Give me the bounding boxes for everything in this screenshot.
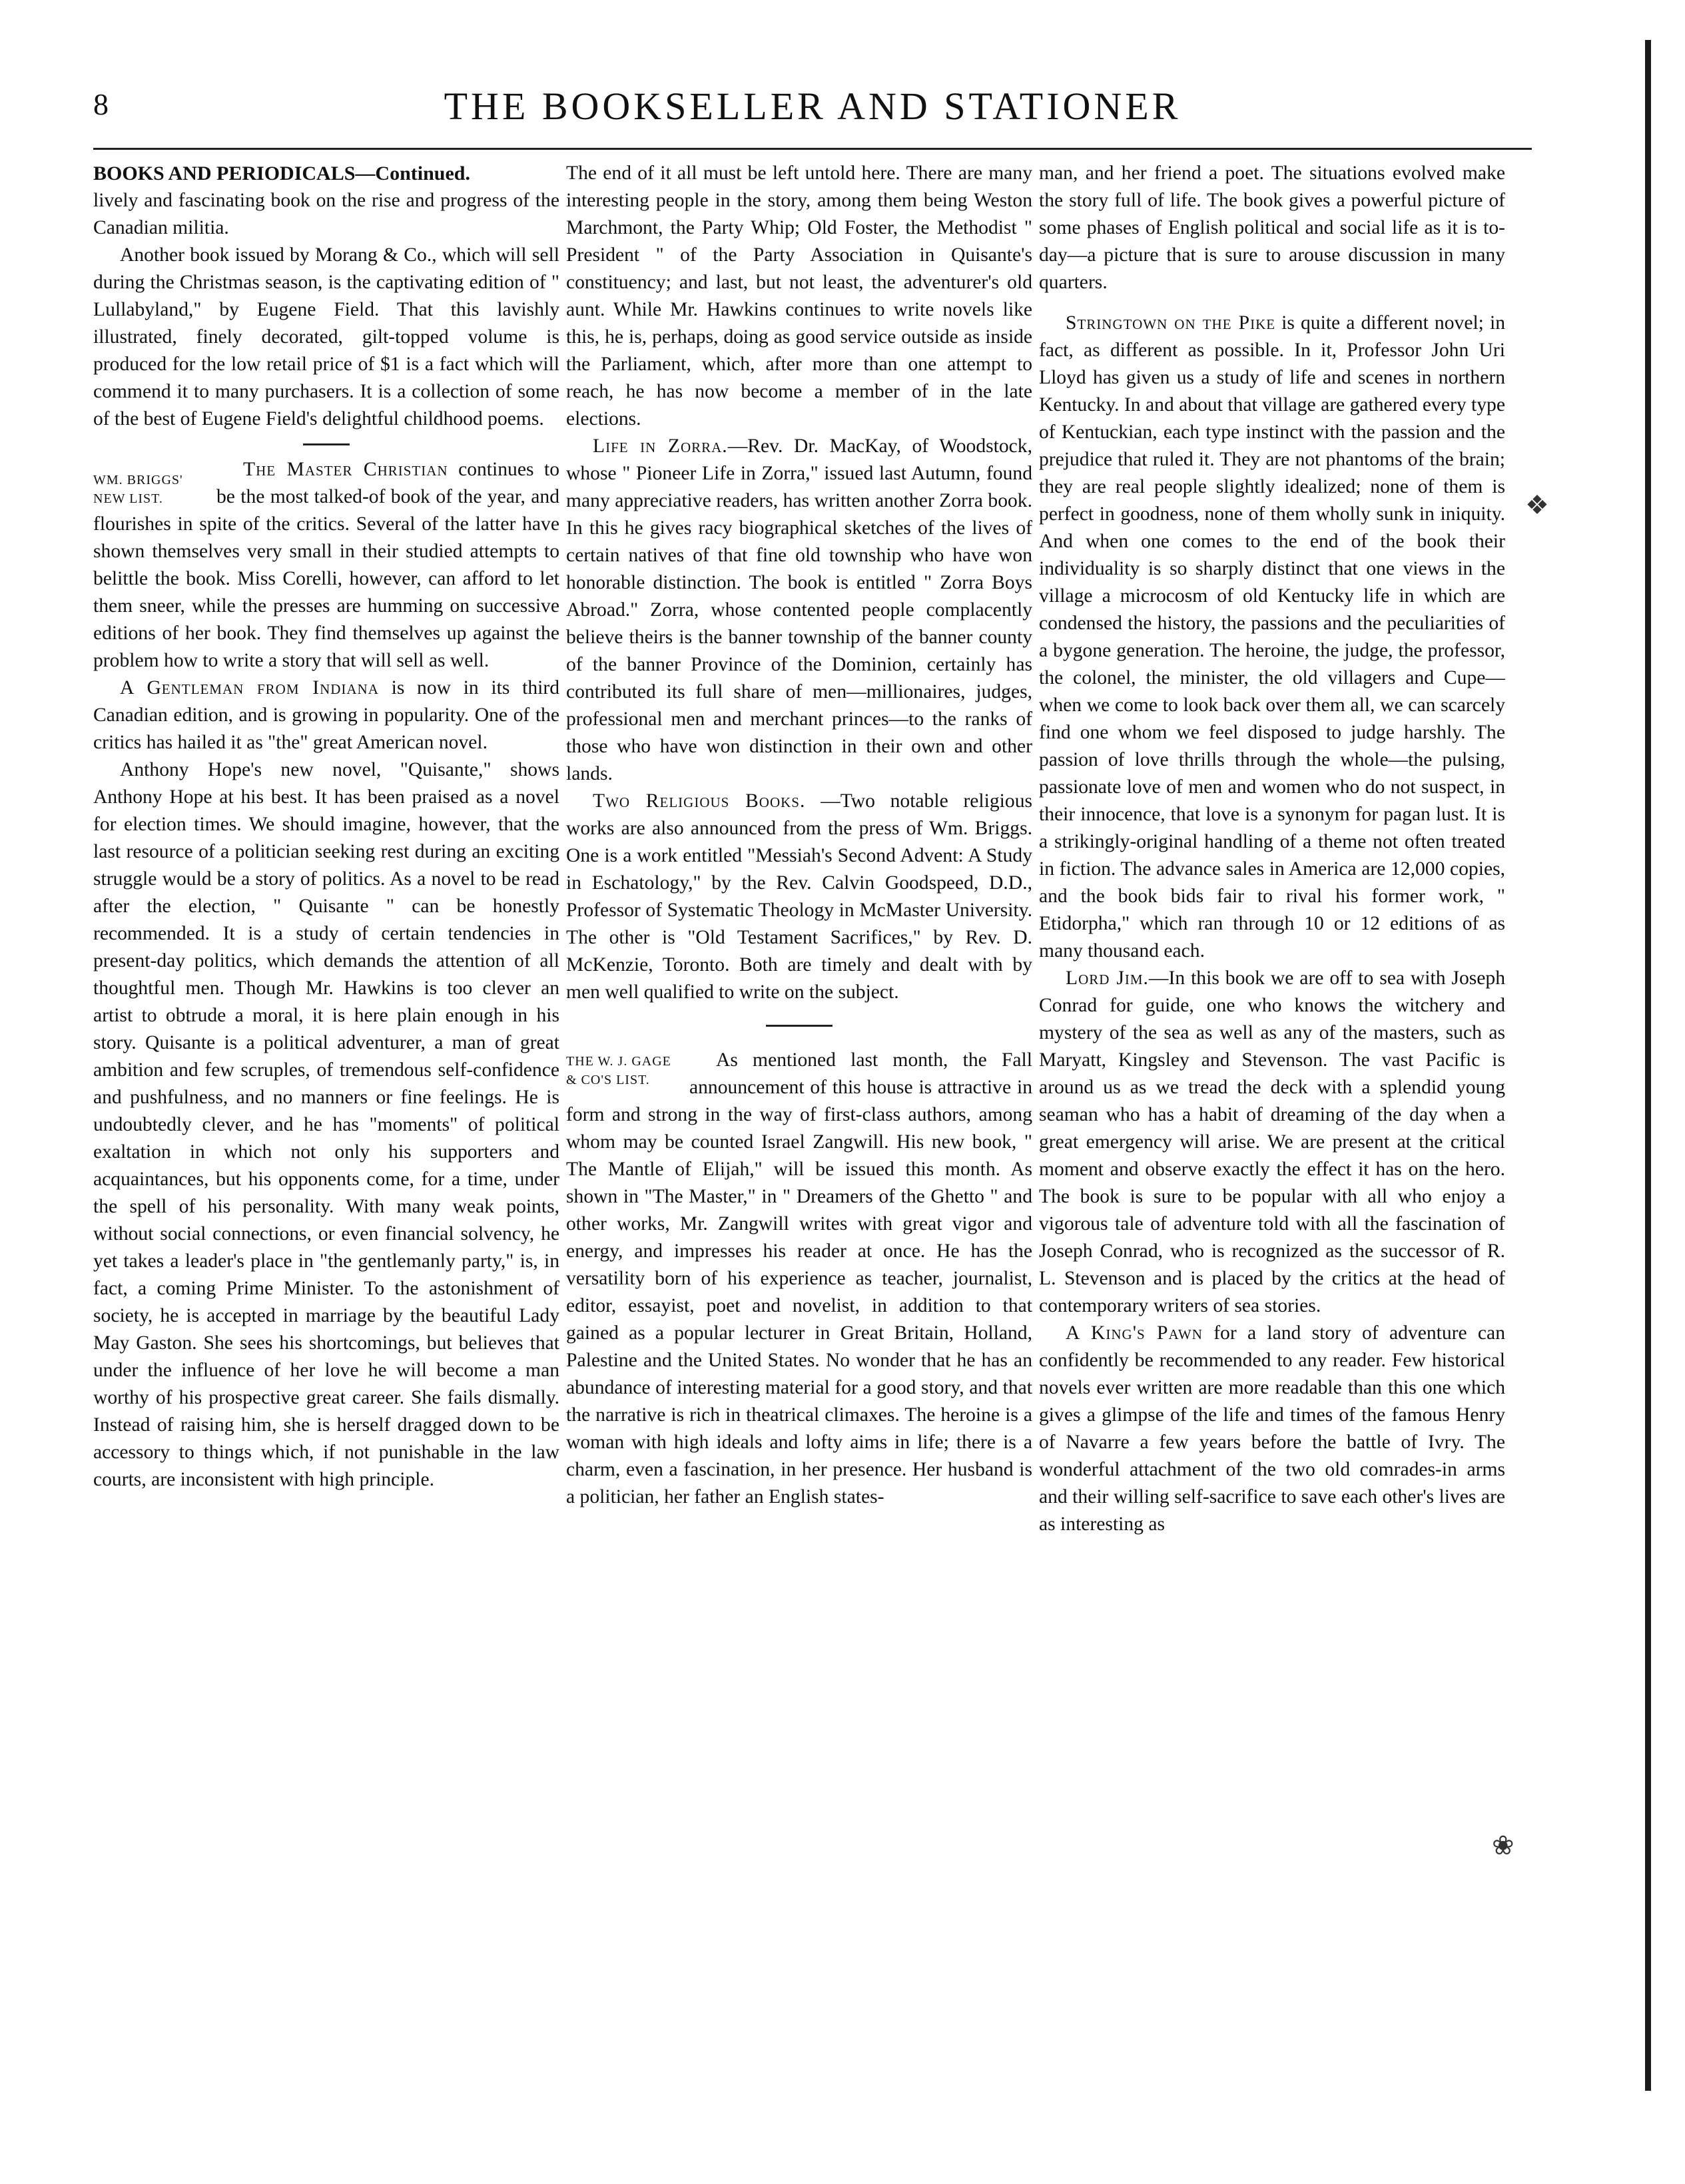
paragraph-text: is quite a different novel; in fact, as different as possible. In it, Professor John Uri Lloyd has given us a study of life and scenes in northern Kentucky. In and about that village are gathered every type of Kentuckian, each type instinct with the passion and the prejudice that ruled it. They are not phantoms of the brain; they are real people slightly idealized; none of them is perfect in goodness, none of them wholly sunk in iniquity. And when one comes to the end of the book their individuality is so sharply distinct that one views in the village a microcosm of old Kentucky life in which are condensed the history, the passions and the peculiarities of a bygone generation. The heroine, the judge, the professor, the colonel, the minister, the old villagers and Cupe—when we come to look back over them all, we can scarcely find one whom we feel disposed to judge harshly. The passion of love thrills through the whole—the pulsing, passionate love of men and women who do not suspect, in their innocence, that love is a synonym for pagan lust. It is a strikingly-original handling of a theme not often treated in fiction. The advance sales in America are 12,000 copies, and the book bids fair to rival his former work, " Etidorpha," which ran through 10 or 12 editions of as many thousand each. (1039, 312, 1505, 961)
paragraph: As mentioned last month, the Fall announcement of this house is attractive in form and strong in the way of first-class authors, among whom may be counted Israel Zangwill. His new book, " The Mantle of Elijah," will be issued this month. As shown in "The Master," in " Dreamers of the Ghetto " and other works, Mr. Zangwill writes with great vigor and energy, and impresses his reader at once. He has the versatility born of his experience as teacher, journalist, editor, essayist, poet and novelist, in addition to that gained as a popular lecturer in Great Britain, Holland, Palestine and the United States. No wonder that he has an abundance of interesting material for a good story, and that the narrative is rich in theatrical climaxes. The heroine is a woman with high ideals and lofty aims in life; there is a charm, even a fascination, in her presence. Her husband is a politician, her father an English states- (566, 1049, 1032, 1507)
sidenote-briggs (93, 456, 216, 508)
sidenote-line: NEW LIST. (93, 491, 163, 506)
running-title: THE BOOKSELLER AND STATIONER (444, 85, 1181, 128)
paragraph-text: —In this book we are off to sea with Joseph Conrad for guide, one who knows the witchery and mystery of the sea as well as any of the masters, such as Maryatt, Kingsley and Stevenson. The vast Pacific is around us as we tread the deck with a splendid young seaman who has a habit of dreaming of the day when a great emergency will arise. We are present at the critical moment and observe exactly the effect it has on the hero. The book is sure to be popular with all who enjoy a vigorous tale of adventure told with all the fascination of Joseph Conrad, who is recognized as the successor of R. L. Stevenson and is placed by the critics at the head of contemporary writers of sea stories. (1039, 967, 1505, 1316)
paragraph: Another book issued by Morang & Co., which will sell during the Christmas season, is the captivating edition of " Lullabyland," by Eugene Field. That this lavishly illustrated, finely decorated, gilt-topped volume is produced for the low retail price of $1 is a fact which will commend it to many purchasers. It is a collection of some of the best of Eugene Field's delightful childhood poems. (93, 244, 559, 429)
book-title: Life in Zorra. (593, 435, 728, 457)
paragraph-text: continues to be the most talked-of book of the year, and flourishes in spite of the critics. Several of the latter have shown themselves very small in their studied attempts to belittle the book. Miss Corelli, however, can afford to let them sneer, while the presses are humming on successive editions of her book. They find themselves up against the problem how to write a story that will sell as well. (93, 459, 559, 671)
section-divider (303, 443, 350, 445)
paragraph-text: is now in its third Canadian edition, and is growing in popularity. One of the critics has hailed it as "the" great American novel. (93, 677, 559, 753)
paragraph: Anthony Hope's new novel, "Quisante," shows Anthony Hope at his best. It has been praised as a novel for election times. We should imagine, however, that the last resource of a politician seeking rest during an exciting struggle would be a story of politics. As a novel to be read after the election, " Quisante " can be honestly recommended. It is a study of certain tendencies in present-day politics, which demands the attention of all thoughtful men. Though Mr. Hawkins is too clever an artist to obtrude a moral, it is here plain enough in his story. Quisante is a political adventurer, a man of great ambition and few scruples, of tremendous self-confidence and pushfulness, and no manners or fine feelings. He is undoubtedly clever, and he has "moments" of political exaltation in which not only his supporters and acquaintances, but his opponents come, for a time, under the spell of his personality. With many weak points, without social connections, or even financial solvency, he yet takes a leader's place in "the gentlemanly party," is, in fact, a coming Prime Minister. To the astonishment of society, he is accepted in marriage by the beautiful Lady May Gaston. She sees his shortcomings, but believes that under the influence of her love he will become a man worthy of his prospective great career. She fails dismally. Instead of raising him, she is herself dragged down to be accessory to things which, if not punishable in the law courts, are inconsistent with high principle. (93, 759, 559, 1490)
paragraph: lively and fascinating book on the rise and progress of the Canadian militia. (93, 190, 559, 238)
paragraph (566, 788, 1032, 1006)
margin-ornament-icon: ❖ (1525, 490, 1549, 520)
paragraph (93, 675, 559, 756)
paragraph: The end of it all must be left untold here. There are many interesting people in the story, among them being Weston Marchmont, the Party Whip; Old Foster, the Methodist " President " of the Party Association in Quisante's constituency; and last, but not least, the adventurer's old aunt. While Mr. Hawkins continues to write novels like this, he is, perhaps, doing as good service outside as inside the Parliament, which, after more than one attempt to reach, he has now become a member of in the late elections. (566, 162, 1032, 429)
page-header (93, 80, 1532, 153)
paragraph-text: —Rev. Dr. MacKay, of Woodstock, whose " Pioneer Life in Zorra," issued last Autumn, found many appreciative readers, has written another Zorra book. In this he gives racy biographical sketches of the lives of certain natives of that fine old township who have won honorable distinction. The book is entitled " Zorra Boys Abroad." Zorra, whose contented people complacently believe theirs is the banner township of the banner county of the banner Province of the Dominion, certainly has contributed its full share of men—millionaires, judges, professional men and merchant princes—to the ranks of those who have won distinction in their own and other lands. (566, 435, 1032, 784)
paragraph (1039, 965, 1505, 1320)
paragraph (1039, 310, 1505, 965)
book-title: A King's Pawn (1066, 1322, 1203, 1344)
sidenote-line: THE W. J. GAGE (566, 1054, 671, 1069)
column-3 (1039, 160, 1505, 2157)
book-title: Stringtown on the Pike (1066, 312, 1276, 334)
page-number: 8 (93, 87, 109, 121)
paragraph-text: for a land story of adventure can confidently be recommended to any reader. Few historical novels ever written are more readable than this one which gives a glimpse of the life and times of the famous Henry of Navarre a few years before the battle of Ivry. The wonderful attachment of the two old comrades-in arms and their willing self-sacrifice to save each other's lives are as interesting as (1039, 1322, 1505, 1535)
book-title: Lord Jim. (1066, 967, 1149, 989)
column-1 (93, 160, 559, 2157)
sidenote-gage (566, 1047, 689, 1089)
sidenote-line: & CO'S LIST. (566, 1073, 650, 1087)
section-heading: BOOKS AND PERIODICALS—Continued. (93, 162, 470, 184)
book-title: A Gentleman from Indiana (120, 677, 379, 698)
sidenote-line: WM. BRIGGS' (93, 473, 183, 487)
margin-ornament-icon: ❀ (1492, 1830, 1515, 1860)
paragraph (1039, 1320, 1505, 1538)
section-divider (766, 1025, 833, 1027)
paragraph (566, 433, 1032, 788)
scan-edge-bar (1645, 40, 1651, 2091)
paragraph: man, and her friend a poet. The situations evolved make the story full of life. The book gives a powerful picture of some phases of English political and social life as it is to-day—a picture that is sure to arouse discussion in many quarters. (1039, 162, 1505, 293)
header-rule (93, 148, 1532, 150)
book-title: Two Religious Books. (593, 790, 806, 812)
paragraph-text: —Two notable religious works are also announced from the press of Wm. Briggs. One is a work entitled "Messiah's Second Advent: A Study in Eschatology," by the Rev. Calvin Goodspeed, D.D., Professor of Systematic Theology in McMaster University. The other is "Old Testament Sacrifices," by Rev. D. McKenzie, Toronto. Both are timely and dealt with by men well qualified to write on the subject. (566, 790, 1032, 1003)
book-title: The Master Christian (243, 459, 448, 480)
column-2 (566, 160, 1032, 2157)
